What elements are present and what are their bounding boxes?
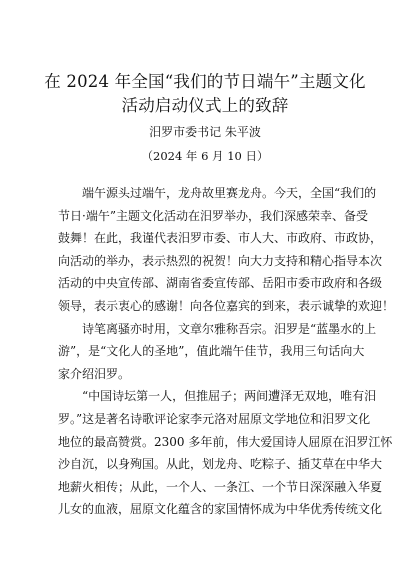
body-line: 家介绍汨罗。 (58, 366, 131, 381)
body-line: 向活动的举办，表示热烈的祝贺！向大力支持和精心指导本次 (58, 253, 383, 268)
speech-date: （2024 年 6 月 10 日） (141, 149, 269, 163)
title-line: 活动启动仪式上的致辞 (121, 96, 289, 115)
speech-body (58, 182, 395, 521)
title-line: 在 2024 年全国“我们的节日端午”主题文化 (44, 72, 366, 91)
body-line: 活动的中央宣传部、湖南省委宣传部、岳阳市委市政府和各级 (58, 276, 383, 291)
author-byline: 汨罗市委书记 朱平波 (149, 125, 261, 139)
body-line: 罗。”这是著名诗歌评论家李元洛对屈原文学地位和汨罗文化 (58, 411, 371, 426)
body-line: 节日·端午”主题文化活动在汨罗举办，我们深感荣幸、备受 (58, 208, 368, 223)
body-line: 领导，表示衷心的感谢！向各位嘉宾的到来，表示诚挚的欢迎！ (58, 298, 395, 313)
body-line: 沙自沉，以身殉国。从此，划龙舟、吃粽子、插艾草在中华大 (58, 457, 383, 472)
body-line: 游”，是“文化人的圣地”，值此端午佳节，我用三句话向大 (58, 344, 365, 359)
body-line: 诗笔离骚亦时用，文章尔雅称吾宗。汨罗是“蓝墨水的上 (82, 321, 377, 336)
body-line: 地位的最高赞赏。2300 多年前，伟大爱国诗人屈原在汨罗江怀 (58, 434, 393, 449)
body-line: 鼓舞！在此，我谨代表汨罗市委、市人大、市政府、市政协， (58, 231, 383, 246)
body-line: 儿女的血液，屈原文化蕴含的家国情怀成为中华优秀传统文化 (58, 502, 383, 517)
body-line: 端午源头过端午，龙舟故里赛龙舟。今天，全国“我们的 (82, 186, 377, 200)
body-line: “中国诗坛第一人，但推屈子；两间遭泽无双地，唯有汨 (82, 389, 377, 404)
document-title (40, 70, 370, 118)
body-line: 地薪火相传；从此，一个人、一条江、一个节日深深融入华夏 (58, 479, 383, 494)
